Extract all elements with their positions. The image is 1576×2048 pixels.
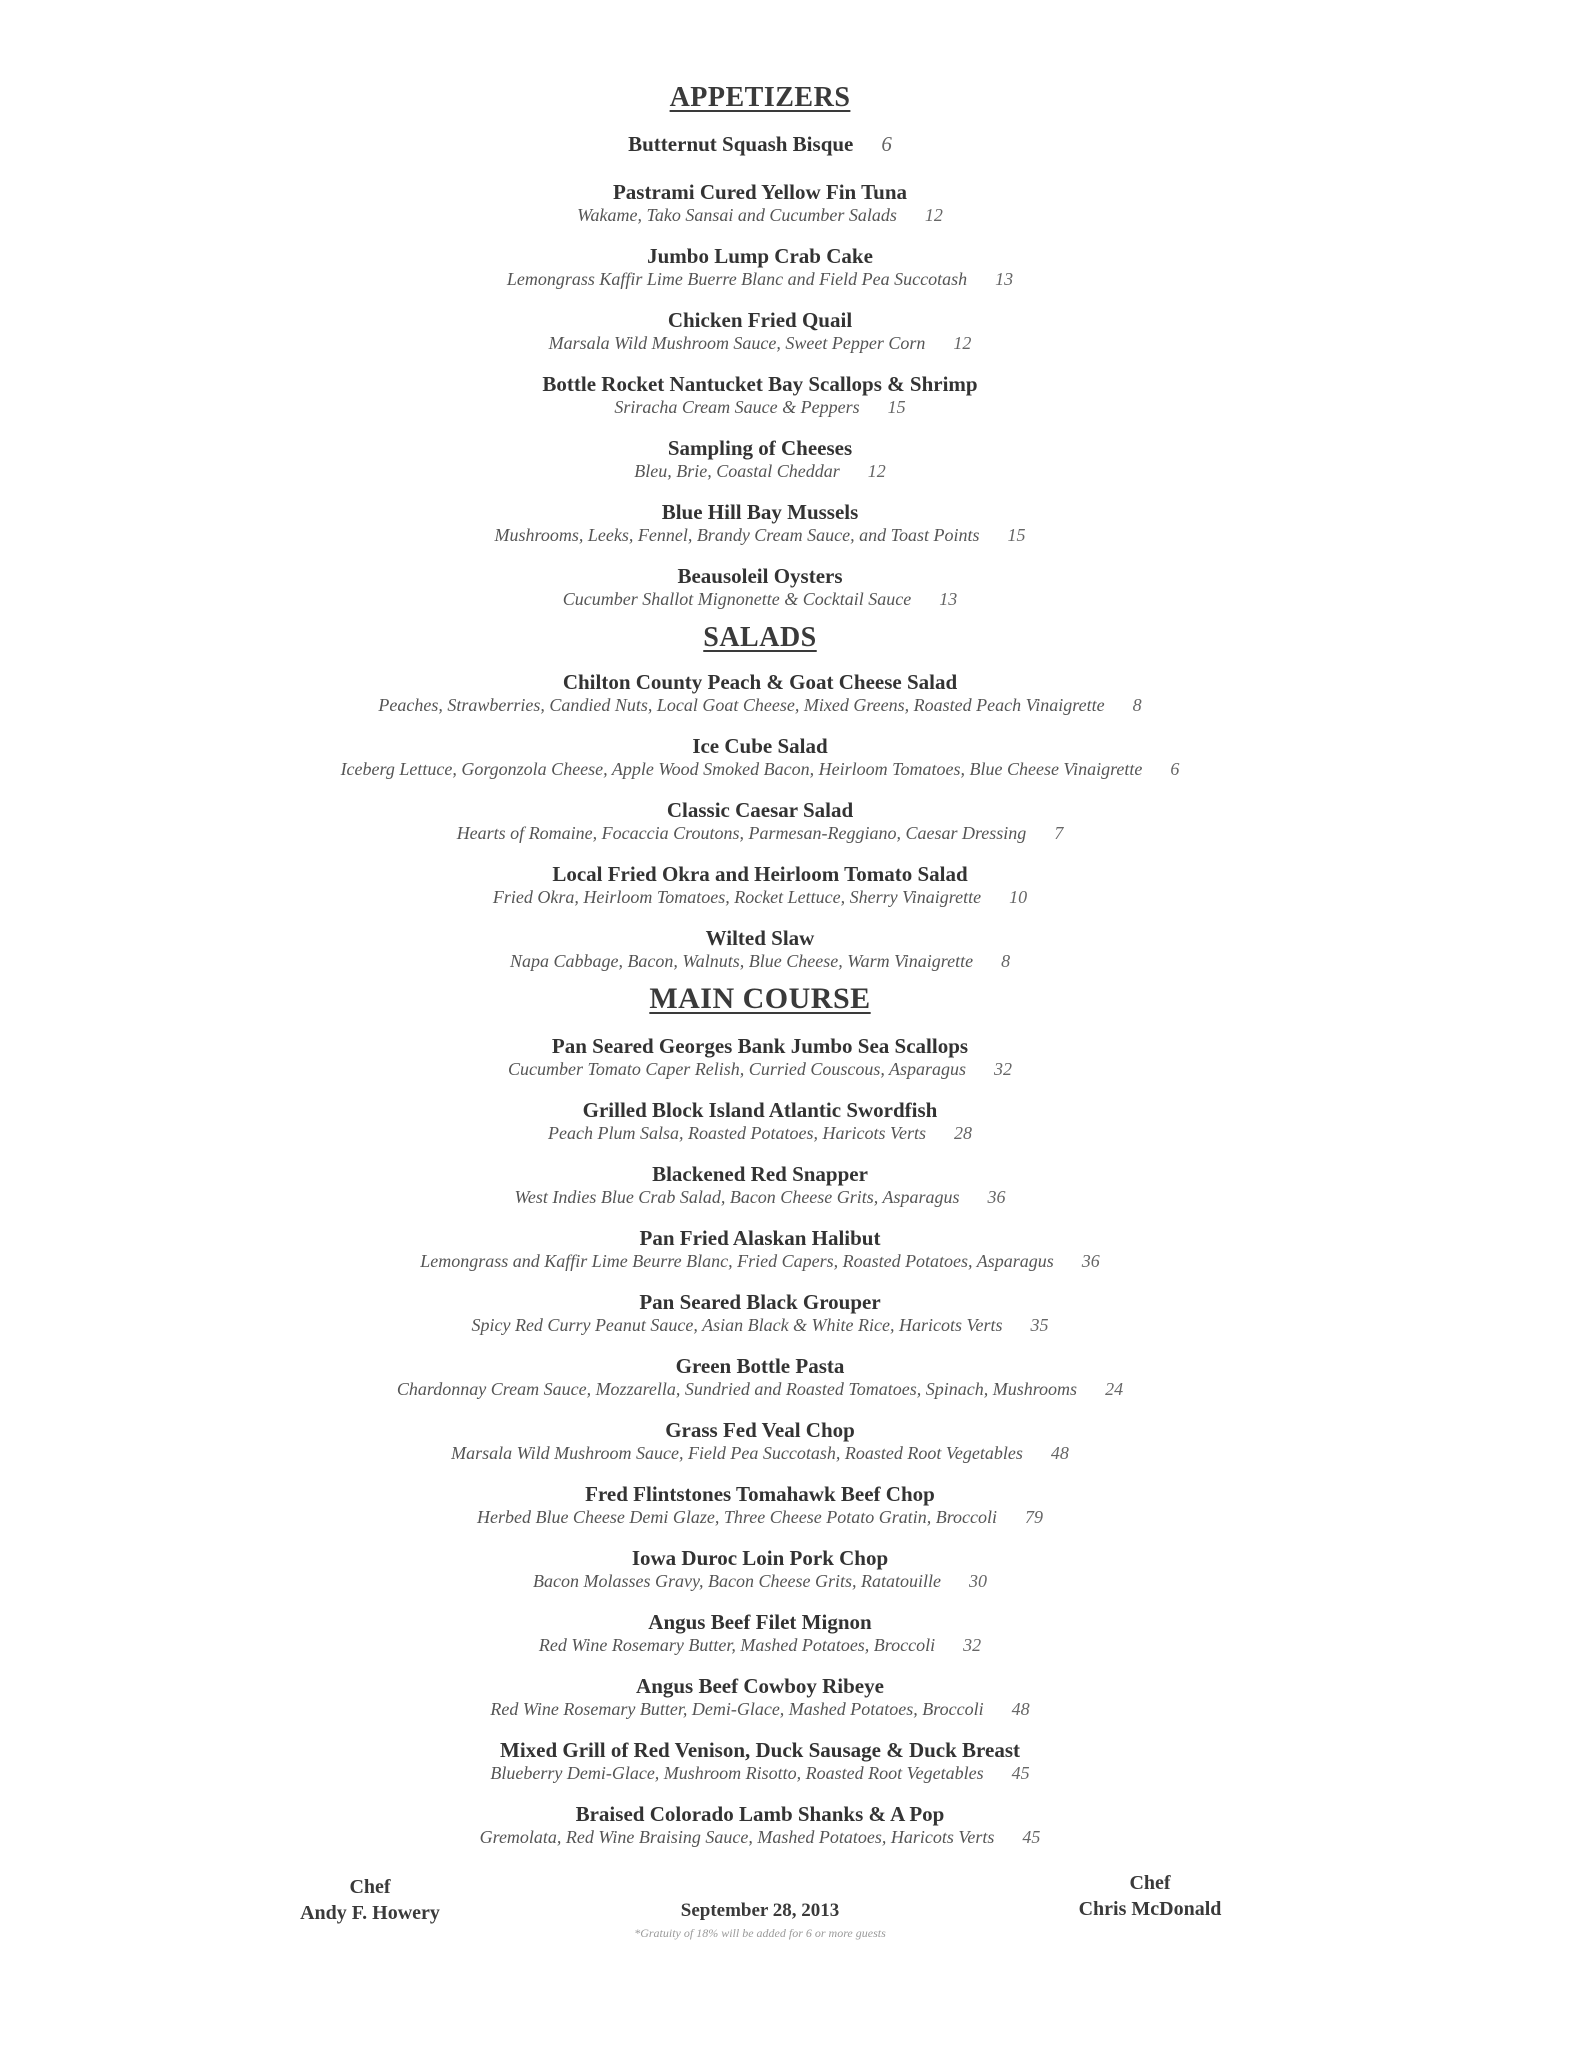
item-description: Bacon Molasses Gravy, Bacon Cheese Grits, Ratatouille — [533, 1571, 941, 1591]
menu-item — [0, 308, 1520, 354]
item-name: Ice Cube Salad — [692, 734, 828, 758]
item-name: Chilton County Peach & Goat Cheese Salad — [562, 670, 958, 694]
item-description: Napa Cabbage, Bacon, Walnuts, Blue Cheese, Warm Vinaigrette — [509, 951, 974, 971]
item-desc-line — [0, 694, 1520, 716]
item-name: Blue Hill Bay Mussels — [661, 500, 859, 524]
chef-left-name: Andy F. Howery — [300, 1902, 440, 1924]
item-description: Red Wine Rosemary Butter, Demi-Glace, Mashed Potatoes, Broccoli — [490, 1699, 984, 1719]
menu-item — [0, 926, 1520, 972]
item-desc-line — [0, 1186, 1520, 1208]
item-name: Grass Fed Veal Chop — [665, 1418, 855, 1442]
menu-item — [0, 1162, 1520, 1208]
item-price: 48 — [1011, 1699, 1030, 1719]
menu-item — [0, 500, 1520, 546]
item-price: 10 — [1009, 887, 1028, 907]
menu-item — [0, 1482, 1520, 1528]
menu-item — [0, 798, 1520, 844]
item-desc-line — [0, 1314, 1520, 1336]
item-description: Peaches, Strawberries, Candied Nuts, Local Goat Cheese, Mixed Greens, Roasted Peach Vinaigrette — [378, 695, 1105, 715]
menu-item — [0, 1290, 1520, 1336]
item-name: Local Fried Okra and Heirloom Tomato Salad — [552, 862, 968, 886]
item-desc-line — [0, 268, 1520, 290]
item-desc-line — [0, 1506, 1520, 1528]
menu-item — [0, 1354, 1520, 1400]
item-name: Iowa Duroc Loin Pork Chop — [631, 1546, 889, 1570]
item-desc-line — [0, 460, 1520, 482]
item-name: Angus Beef Filet Mignon — [648, 1610, 872, 1634]
item-name: Green Bottle Pasta — [675, 1354, 845, 1378]
item-name: Blackened Red Snapper — [652, 1162, 868, 1186]
item-description: Fried Okra, Heirloom Tomatoes, Rocket Lettuce, Sherry Vinaigrette — [492, 887, 982, 907]
chef-right-name: Chris McDonald — [1078, 1898, 1222, 1920]
chef-left-title: Chef — [349, 1876, 391, 1898]
item-desc-line — [0, 588, 1520, 610]
gratuity-note: *Gratuity of 18% will be added for 6 or more guests — [634, 1926, 886, 1940]
chef-right-title: Chef — [1129, 1872, 1171, 1894]
item-price: 7 — [1054, 823, 1064, 843]
item-price: 36 — [987, 1187, 1006, 1207]
item-name: Butternut Squash Bisque — [628, 132, 854, 156]
item-name: Chicken Fried Quail — [667, 308, 853, 332]
menu-item — [0, 1034, 1520, 1080]
menu-item — [0, 1098, 1520, 1144]
item-description: Marsala Wild Mushroom Sauce, Field Pea Succotash, Roasted Root Vegetables — [451, 1443, 1023, 1463]
appetizers-heading: APPETIZERS — [669, 82, 851, 113]
item-price: 6 — [1170, 759, 1180, 779]
item-name: Pan Seared Georges Bank Jumbo Sea Scallops — [551, 1034, 969, 1058]
item-description: Lemongrass Kaffir Lime Buerre Blanc and Field Pea Succotash — [506, 269, 968, 289]
item-name: Beausoleil Oysters — [677, 564, 843, 588]
item-name: Jumbo Lump Crab Cake — [647, 244, 873, 268]
menu-item — [0, 132, 1520, 156]
item-name: Pan Seared Black Grouper — [639, 1290, 881, 1314]
item-desc-line — [0, 758, 1520, 780]
menu-item — [0, 734, 1520, 780]
item-price: 45 — [1011, 1763, 1030, 1783]
menu-item — [0, 1418, 1520, 1464]
item-description: Mushrooms, Leeks, Fennel, Brandy Cream Sauce, and Toast Points — [494, 525, 980, 545]
item-name: Bottle Rocket Nantucket Bay Scallops & Shrimp — [542, 372, 978, 396]
item-desc-line — [0, 1122, 1520, 1144]
item-description: Cucumber Tomato Caper Relish, Curried Couscous, Asparagus — [507, 1059, 967, 1079]
menu-item — [0, 1802, 1520, 1848]
item-name: Braised Colorado Lamb Shanks & A Pop — [575, 1802, 945, 1826]
item-price: 48 — [1050, 1443, 1069, 1463]
item-desc-line — [0, 1378, 1520, 1400]
item-price: 32 — [994, 1059, 1013, 1079]
item-price: 8 — [1132, 695, 1142, 715]
item-desc-line — [0, 1250, 1520, 1272]
menu-item — [0, 372, 1520, 418]
item-price: 28 — [953, 1123, 972, 1143]
item-desc-line — [0, 1762, 1520, 1784]
menu-item — [0, 244, 1520, 290]
item-description: Sriracha Cream Sauce & Peppers — [614, 397, 860, 417]
item-price: 36 — [1081, 1251, 1100, 1271]
item-price: 32 — [963, 1635, 982, 1655]
menu-item — [0, 436, 1520, 482]
item-desc-line — [0, 332, 1520, 354]
item-price: 8 — [1001, 951, 1011, 971]
item-description: Marsala Wild Mushroom Sauce, Sweet Pepper Corn — [548, 333, 926, 353]
item-price: 12 — [924, 205, 943, 225]
item-price: 45 — [1022, 1827, 1041, 1847]
item-description: Red Wine Rosemary Butter, Mashed Potatoes, Broccoli — [538, 1635, 936, 1655]
item-price: 12 — [867, 461, 886, 481]
item-price: 13 — [939, 589, 958, 609]
menu-date: September 28, 2013 — [680, 1900, 840, 1921]
item-description: Chardonnay Cream Sauce, Mozzarella, Sundried and Roasted Tomatoes, Spinach, Mushrooms — [396, 1379, 1078, 1399]
item-price: 35 — [1030, 1315, 1049, 1335]
item-name: Pan Fried Alaskan Halibut — [639, 1226, 881, 1250]
menu-item — [0, 862, 1520, 908]
item-price: 12 — [953, 333, 972, 353]
item-desc-line — [0, 1698, 1520, 1720]
item-name: Angus Beef Cowboy Ribeye — [636, 1674, 884, 1698]
item-desc-line — [0, 1826, 1520, 1848]
item-price: 6 — [881, 132, 892, 156]
item-name-line — [0, 132, 1520, 156]
salads-heading: SALADS — [703, 622, 817, 653]
main-course-heading: MAIN COURSE — [649, 982, 871, 1015]
item-desc-line — [0, 822, 1520, 844]
item-description: Lemongrass and Kaffir Lime Beurre Blanc, Fried Capers, Roasted Potatoes, Asparagus — [420, 1251, 1054, 1271]
item-description: Wakame, Tako Sansai and Cucumber Salads — [577, 205, 897, 225]
item-price: 15 — [1007, 525, 1026, 545]
item-price: 30 — [968, 1571, 987, 1591]
item-price: 79 — [1025, 1507, 1044, 1527]
item-name: Wilted Slaw — [705, 926, 815, 950]
item-description: Cucumber Shallot Mignonette & Cocktail Sauce — [562, 589, 912, 609]
menu-item — [0, 1610, 1520, 1656]
item-price: 15 — [887, 397, 906, 417]
item-price: 13 — [995, 269, 1014, 289]
menu-item — [0, 1738, 1520, 1784]
menu-item — [0, 1674, 1520, 1720]
item-name: Fred Flintstones Tomahawk Beef Chop — [585, 1482, 935, 1506]
menu-item — [0, 180, 1520, 226]
item-description: Peach Plum Salsa, Roasted Potatoes, Haricots Verts — [548, 1123, 926, 1143]
item-desc-line — [0, 950, 1520, 972]
item-name: Sampling of Cheeses — [667, 436, 853, 460]
item-name: Mixed Grill of Red Venison, Duck Sausage & Duck Breast — [500, 1738, 1020, 1762]
item-desc-line — [0, 1570, 1520, 1592]
item-price: 24 — [1105, 1379, 1124, 1399]
item-desc-line — [0, 1058, 1520, 1080]
item-desc-line — [0, 524, 1520, 546]
item-desc-line — [0, 1634, 1520, 1656]
menu-item — [0, 1226, 1520, 1272]
item-description: Bleu, Brie, Coastal Cheddar — [634, 461, 840, 481]
item-name: Grilled Block Island Atlantic Swordfish — [582, 1098, 938, 1122]
item-description: Hearts of Romaine, Focaccia Croutons, Parmesan-Reggiano, Caesar Dressing — [456, 823, 1027, 843]
item-description: Iceberg Lettuce, Gorgonzola Cheese, Apple Wood Smoked Bacon, Heirloom Tomatoes, Blue Cheese Vinaigrette — [340, 759, 1143, 779]
menu-item — [0, 670, 1520, 716]
item-name: Pastrami Cured Yellow Fin Tuna — [612, 180, 908, 204]
item-description: Gremolata, Red Wine Braising Sauce, Mashed Potatoes, Haricots Verts — [479, 1827, 995, 1847]
menu-item — [0, 564, 1520, 610]
item-desc-line — [0, 396, 1520, 418]
menu-item — [0, 1546, 1520, 1592]
item-name: Classic Caesar Salad — [666, 798, 854, 822]
item-desc-line — [0, 1442, 1520, 1464]
item-description: Herbed Blue Cheese Demi Glaze, Three Cheese Potato Gratin, Broccoli — [476, 1507, 998, 1527]
item-desc-line — [0, 204, 1520, 226]
item-desc-line — [0, 886, 1520, 908]
item-description: Blueberry Demi-Glace, Mushroom Risotto, Roasted Root Vegetables — [490, 1763, 984, 1783]
item-description: Spicy Red Curry Peanut Sauce, Asian Black & White Rice, Haricots Verts — [471, 1315, 1003, 1335]
item-description: West Indies Blue Crab Salad, Bacon Cheese Grits, Asparagus — [514, 1187, 960, 1207]
